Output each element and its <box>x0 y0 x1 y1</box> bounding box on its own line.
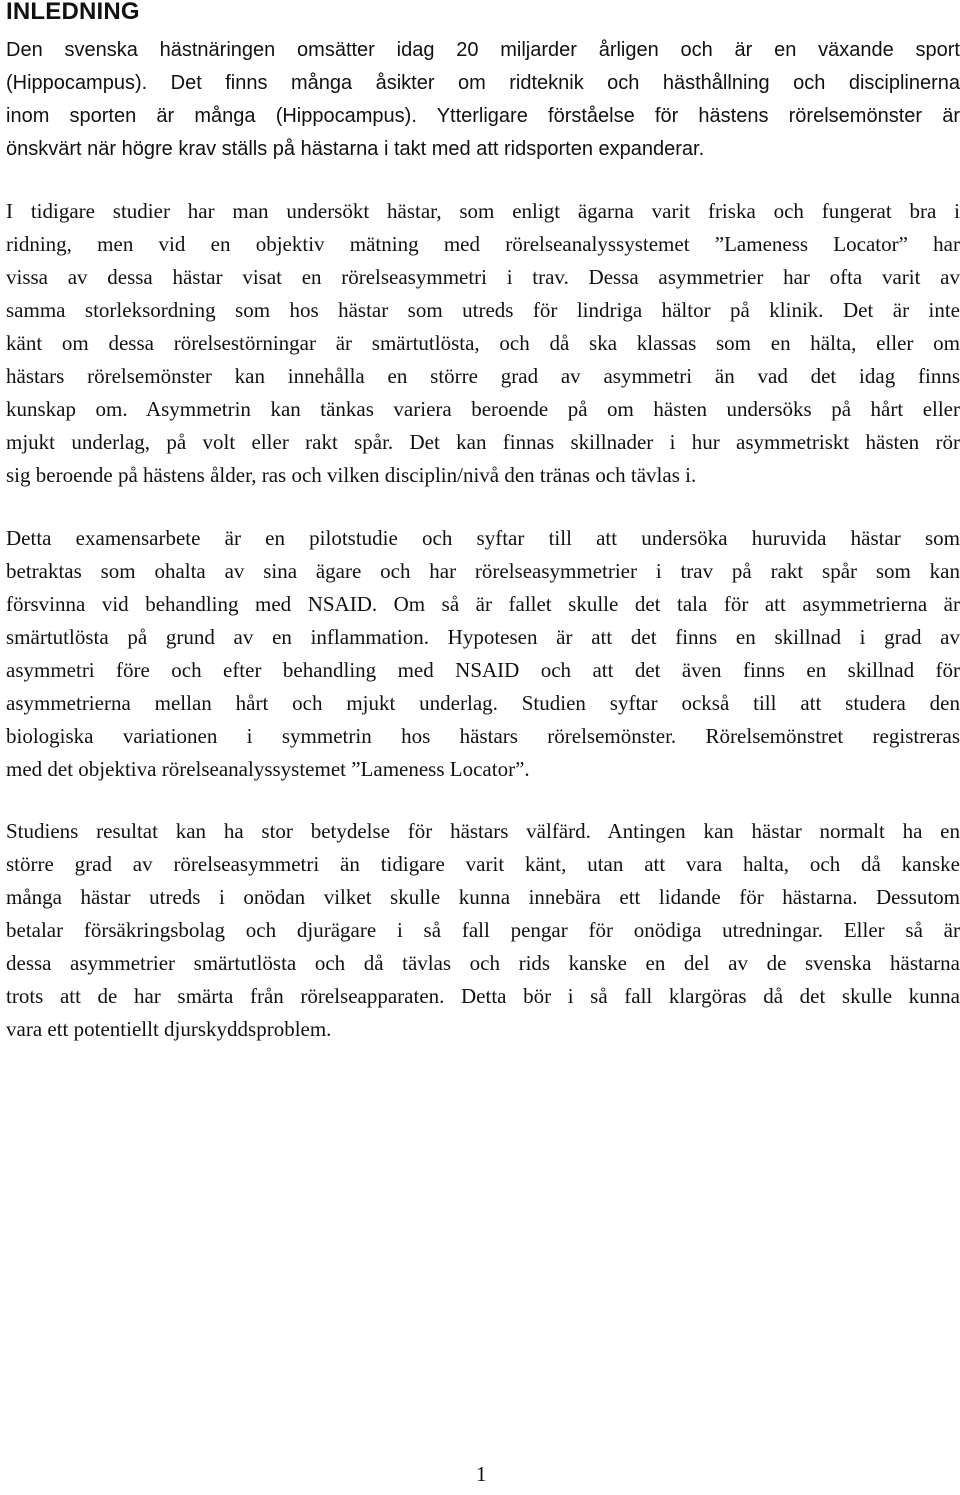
text-line: ridning, men vid en objektiv mätning med rörelseanalyssystemet ”Lameness Locator” har <box>6 232 960 256</box>
paragraph-3 <box>6 522 960 786</box>
text-line: önskvärt när högre krav ställs på hästarna i takt med att ridsporten expanderar. <box>6 138 705 160</box>
text-line: kunskap om. Asymmetrin kan tänkas variera beroende på om hästen undersöks på hårt eller <box>6 397 960 421</box>
text-line: större grad av rörelseasymmetri än tidigare varit känt, utan att vara halta, och då kanske <box>6 852 960 876</box>
text-line: betraktas som ohalta av sina ägare och har rörelseasymmetrier i trav på rakt spår som kan <box>6 559 960 583</box>
section-heading: INLEDNING <box>6 0 140 25</box>
document-page <box>6 0 960 1495</box>
text-line: biologiska variationen i symmetrin hos hästars rörelsemönster. Rörelsemönstret registreras <box>6 724 960 748</box>
text-line: vissa av dessa hästar visat en rörelseasymmetri i trav. Dessa asymmetrier har ofta varit av <box>6 265 960 289</box>
text-line: hästars rörelsemönster kan innehålla en större grad av asymmetri än vad det idag finns <box>6 364 960 388</box>
text-line: Studiens resultat kan ha stor betydelse för hästars välfärd. Antingen kan hästar normalt ha en <box>6 819 960 843</box>
text-line: sig beroende på hästens ålder, ras och vilken disciplin/nivå den tränas och tävlas i. <box>6 463 697 487</box>
text-line: Den svenska hästnäringen omsätter idag 20 miljarder årligen och är en växande sport <box>6 39 960 61</box>
text-line: betalar försäkringsbolag och djurägare i så fall pengar för onödiga utredningar. Eller så är <box>6 918 960 942</box>
text-line: inom sporten är många (Hippocampus). Ytterligare förståelse för hästens rörelsemönster är <box>6 105 960 127</box>
text-line: asymmetrierna mellan hårt och mjukt underlag. Studien syftar också till att studera den <box>6 691 960 715</box>
text-line: vara ett potentiellt djurskyddsproblem. <box>6 1017 332 1041</box>
text-line: många hästar utreds i onödan vilket skulle kunna innebära ett lidande för hästarna. Dessutom <box>6 885 960 909</box>
text-line: dessa asymmetrier smärtutlösta och då tävlas och rids kanske en del av de svenska hästarna <box>6 951 960 975</box>
paragraph-2 <box>6 195 960 492</box>
text-line: Detta examensarbete är en pilotstudie och syftar till att undersöka huruvida hästar som <box>6 526 960 550</box>
text-line: smärtutlösta på grund av en inflammation. Hypotesen är att det finns en skillnad i grad av <box>6 625 960 649</box>
text-line: samma storleksordning som hos hästar som utreds för lindriga hältor på klinik. Det är inte <box>6 298 960 322</box>
text-line: mjukt underlag, på volt eller rakt spår. Det kan finnas skillnader i hur asymmetriskt hästen rör <box>6 430 960 454</box>
paragraph-4 <box>6 815 960 1046</box>
paragraph-1 <box>6 34 960 166</box>
text-line: försvinna vid behandling med NSAID. Om så är fallet skulle det tala för att asymmetrierna är <box>6 592 960 616</box>
text-line: med det objektiva rörelseanalyssystemet ”Lameness Locator”. <box>6 757 530 781</box>
text-line: (Hippocampus). Det finns många åsikter om ridteknik och hästhållning och disciplinerna <box>6 72 960 94</box>
page-number: 1 <box>476 1462 487 1486</box>
text-line: asymmetri före och efter behandling med NSAID och att det även finns en skillnad för <box>6 658 960 682</box>
text-line: trots att de har smärta från rörelseapparaten. Detta bör i så fall klargöras då det skulle kunna <box>6 984 960 1008</box>
text-line: känt om dessa rörelsestörningar är smärtutlösta, och då ska klassas som en hälta, eller om <box>6 331 960 355</box>
text-line: I tidigare studier har man undersökt hästar, som enligt ägarna varit friska och fungerat bra i <box>6 199 960 223</box>
